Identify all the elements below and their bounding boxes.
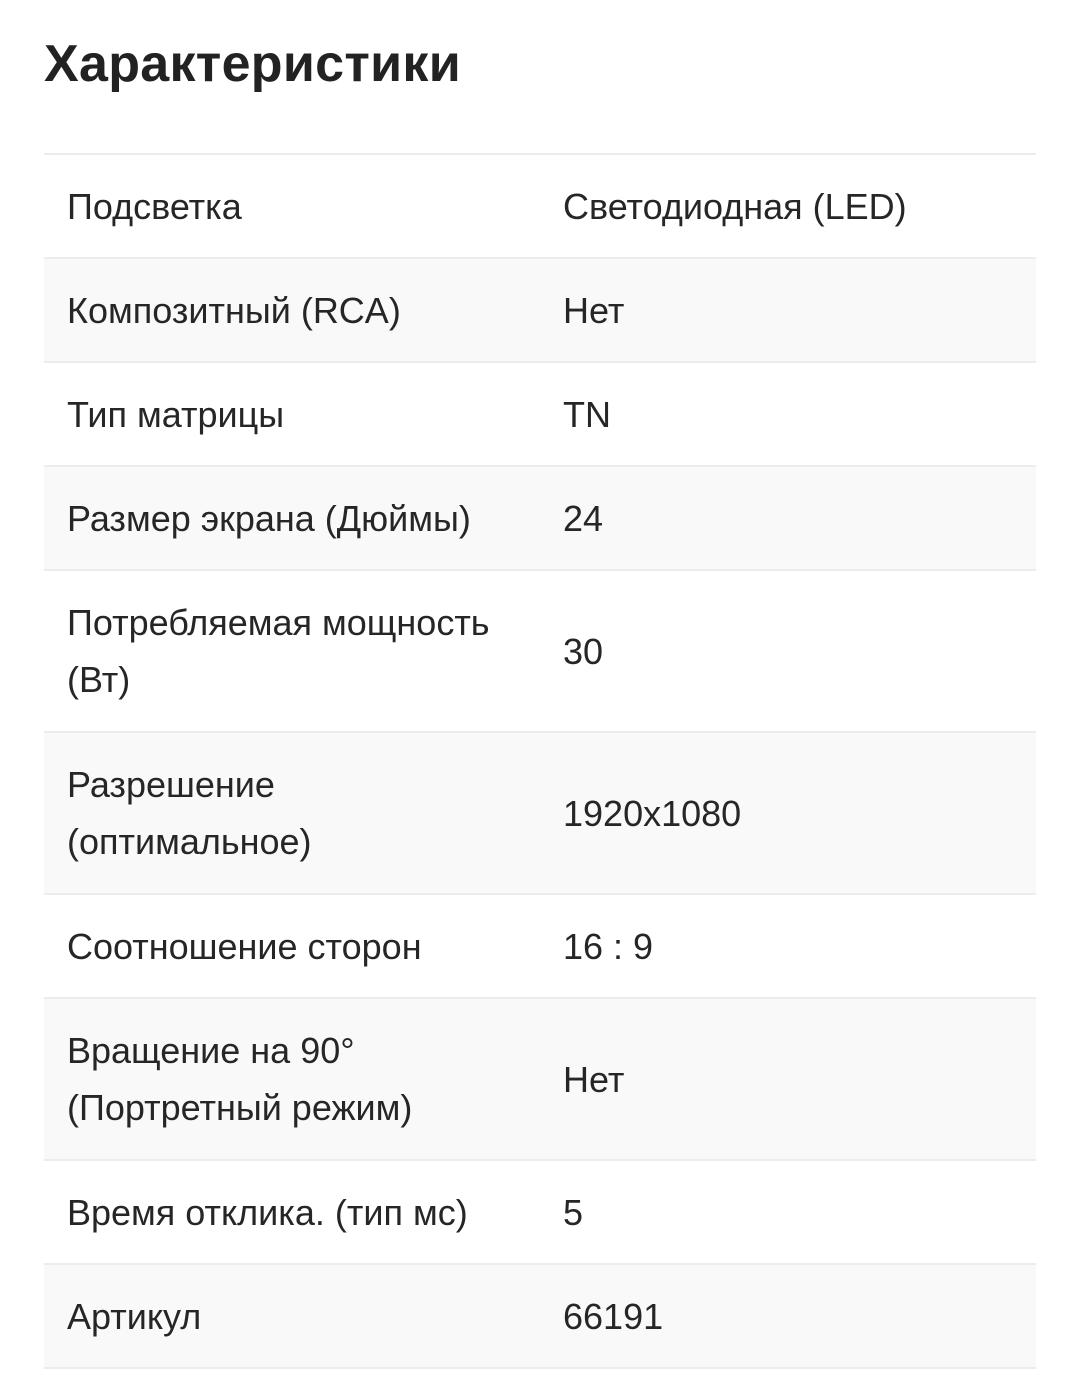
specifications-table bbox=[44, 153, 1036, 1369]
spec-value: 5 bbox=[563, 1191, 584, 1233]
spec-value: 30 bbox=[563, 630, 604, 672]
spec-row-power bbox=[44, 571, 1036, 733]
spec-value: 66191 bbox=[563, 1295, 664, 1337]
spec-value: 1920x1080 bbox=[563, 792, 742, 834]
spec-row-rotation bbox=[44, 999, 1036, 1161]
spec-row-aspect-ratio bbox=[44, 895, 1036, 999]
spec-row-resolution bbox=[44, 733, 1036, 895]
spec-row-backlight bbox=[44, 155, 1036, 259]
spec-label: Размер экрана (Дюймы) bbox=[67, 497, 471, 539]
spec-value: 24 bbox=[563, 497, 604, 539]
spec-row-matrix-type bbox=[44, 363, 1036, 467]
spec-value: Нет bbox=[563, 289, 625, 331]
page-title: Характеристики bbox=[44, 35, 461, 93]
spec-label: Соотношение сторон bbox=[67, 925, 422, 967]
spec-label: Артикул bbox=[67, 1295, 202, 1337]
spec-value: TN bbox=[563, 393, 611, 435]
spec-row-composite bbox=[44, 259, 1036, 363]
spec-value: Нет bbox=[563, 1058, 625, 1100]
spec-value: Светодиодная (LED) bbox=[563, 185, 907, 227]
spec-label: Время отклика. (тип мс) bbox=[67, 1191, 468, 1233]
spec-label: Вращение на 90° (Портретный режим) bbox=[67, 1030, 413, 1128]
spec-label: Разрешение (оптимальное) bbox=[67, 764, 312, 862]
spec-label: Подсветка bbox=[67, 185, 242, 227]
spec-value: 16 : 9 bbox=[563, 925, 654, 967]
spec-row-article bbox=[44, 1265, 1036, 1369]
spec-label: Потребляемая мощность (Вт) bbox=[67, 602, 490, 700]
spec-row-screen-size bbox=[44, 467, 1036, 571]
spec-label: Тип матрицы bbox=[67, 393, 285, 435]
spec-label: Композитный (RCA) bbox=[67, 289, 401, 331]
spec-row-response-time bbox=[44, 1161, 1036, 1265]
